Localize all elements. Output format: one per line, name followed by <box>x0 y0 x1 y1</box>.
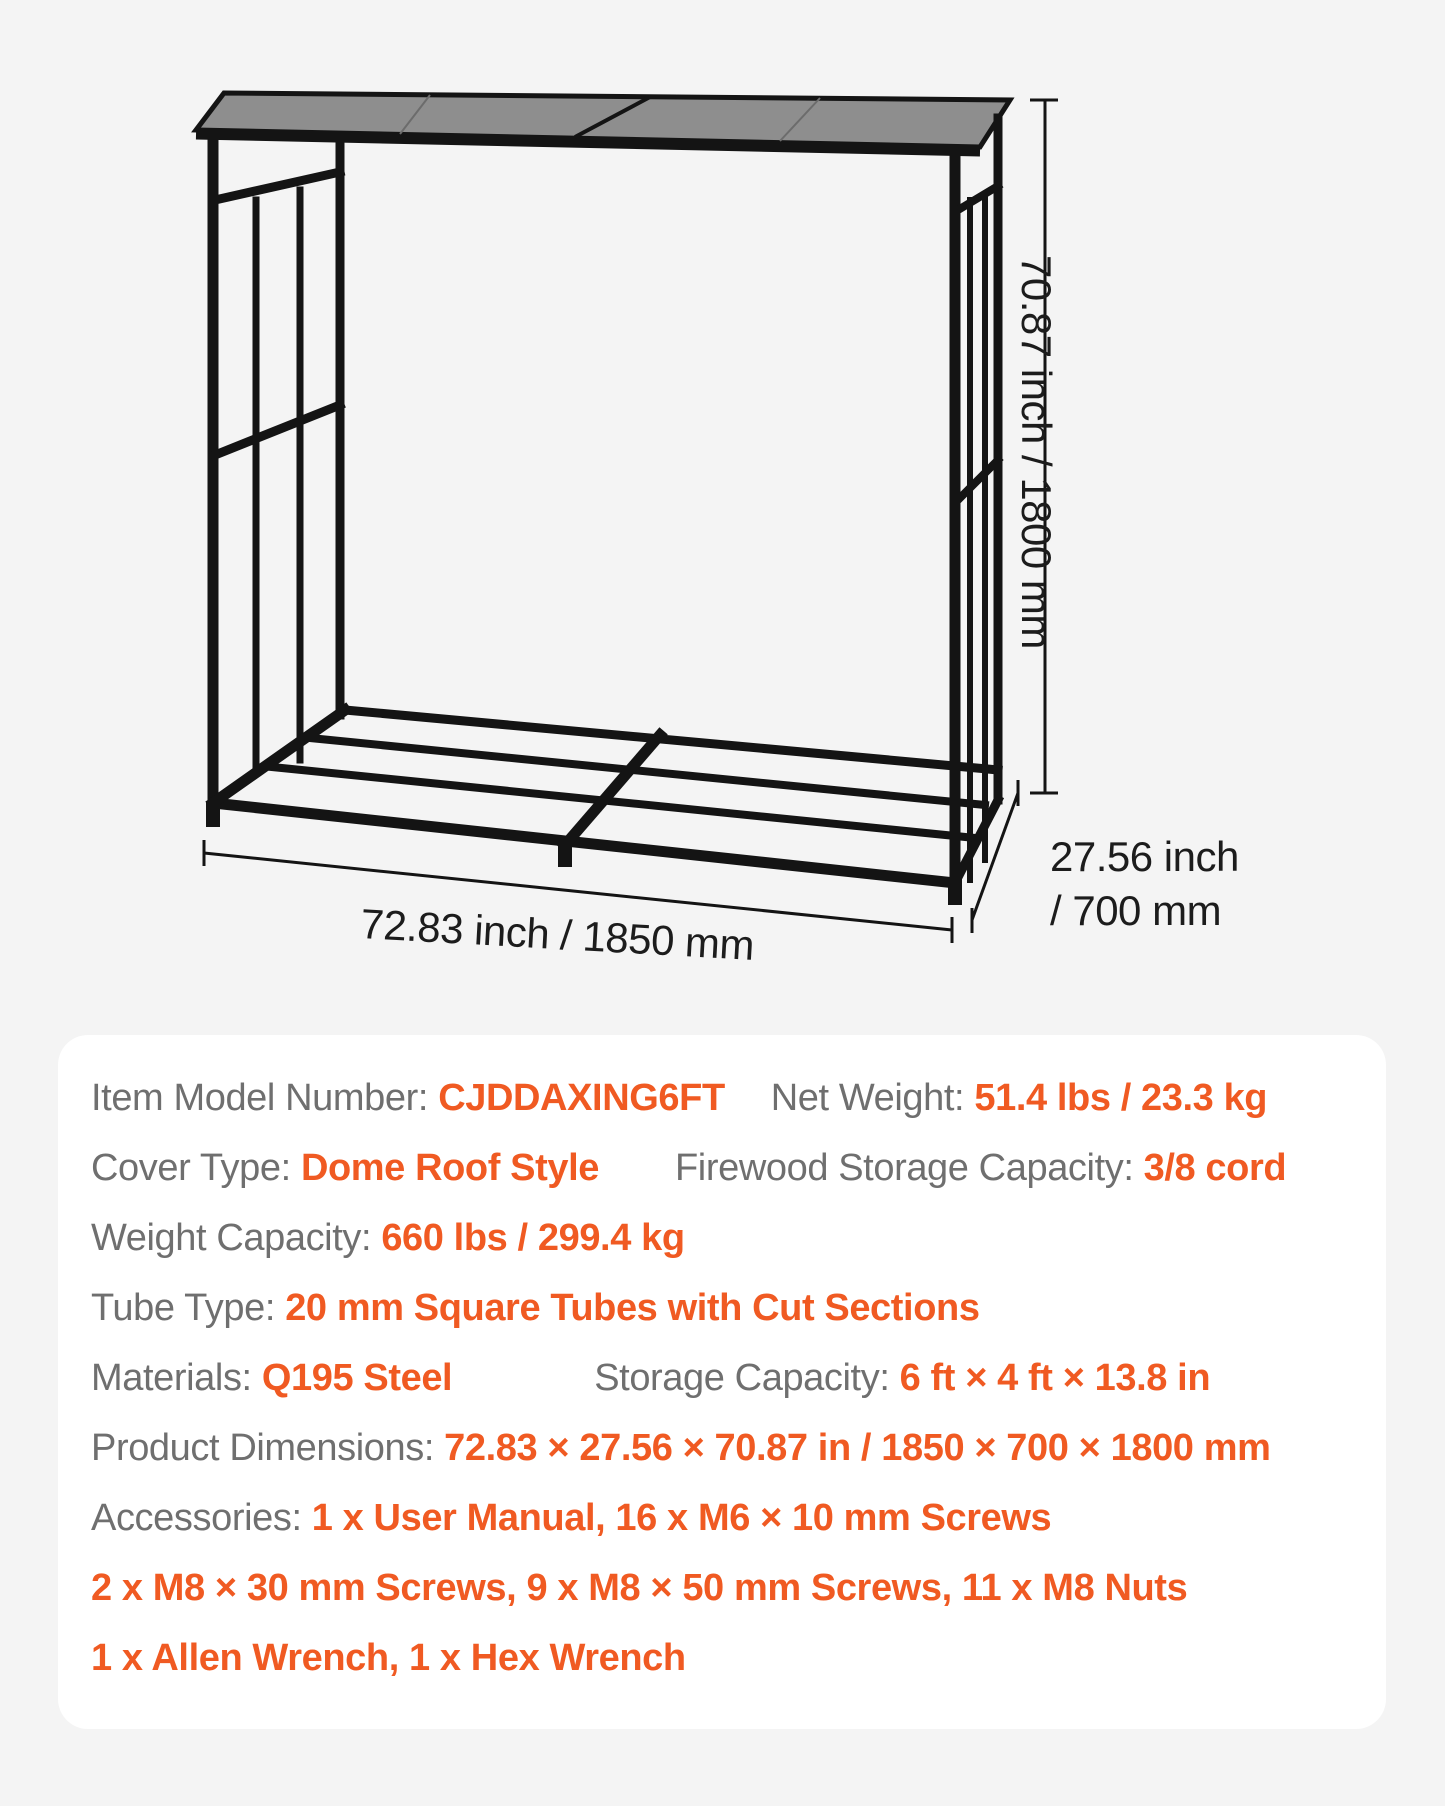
spec-row-accessories-3 <box>91 1637 686 1680</box>
weight-capacity-label: Weight Capacity: <box>91 1217 382 1259</box>
rack-base <box>213 710 998 898</box>
height-dimension-label: 70.87 inch / 1800 mm <box>1013 255 1060 649</box>
model-value: CJDDAXING6FT <box>438 1077 725 1119</box>
cover-type-label: Cover Type: <box>91 1147 301 1189</box>
materials-value: Q195 Steel <box>261 1357 453 1399</box>
depth-label-line1: 27.56 inch <box>1050 833 1239 880</box>
model-label: Item Model Number: <box>91 1077 439 1119</box>
spec-row-cover-firewood <box>91 1147 1286 1190</box>
net-weight-label: Net Weight: <box>770 1077 975 1119</box>
spec-row-model-weight <box>91 1077 1267 1120</box>
accessories-line3: 1 x Allen Wrench, 1 x Hex Wrench <box>91 1637 686 1679</box>
tube-type-value: 20 mm Square Tubes with Cut Sections <box>285 1287 980 1329</box>
spec-row-accessories-2 <box>91 1567 1187 1610</box>
firewood-capacity-value: 3/8 cord <box>1143 1147 1287 1189</box>
spec-row-accessories <box>91 1497 1051 1540</box>
depth-dimension-label <box>1050 830 1239 938</box>
spec-row-product-dimensions <box>91 1427 1270 1470</box>
spec-card <box>58 1035 1386 1729</box>
product-dimensions-label: Product Dimensions: <box>91 1427 445 1469</box>
tube-type-label: Tube Type: <box>91 1287 286 1329</box>
spec-row-tube-type <box>91 1287 980 1330</box>
materials-label: Materials: <box>91 1357 262 1399</box>
firewood-capacity-label: Firewood Storage Capacity: <box>674 1147 1144 1189</box>
weight-capacity-value: 660 lbs / 299.4 kg <box>381 1217 685 1259</box>
width-dimension-label: 72.83 inch / 1850 mm <box>359 900 756 969</box>
cover-type-value: Dome Roof Style <box>300 1147 599 1189</box>
accessories-label: Accessories: <box>91 1497 312 1539</box>
accessories-line1: 1 x User Manual, 16 x M6 × 10 mm Screws <box>311 1497 1052 1539</box>
depth-label-line2: / 700 mm <box>1050 887 1222 934</box>
accessories-line2: 2 x M8 × 30 mm Screws, 9 x M8 × 50 mm Screws, 11 x M8 Nuts <box>91 1567 1188 1609</box>
net-weight-value: 51.4 lbs / 23.3 kg <box>974 1077 1268 1119</box>
storage-capacity-label: Storage Capacity: <box>594 1357 900 1399</box>
spec-row-weight-capacity <box>91 1217 685 1260</box>
storage-capacity-value: 6 ft × 4 ft × 13.8 in <box>899 1357 1211 1399</box>
left-frame <box>213 135 340 815</box>
right-frame <box>955 118 998 895</box>
spec-row-materials-storage <box>91 1357 1210 1400</box>
product-dimensions-value: 72.83 × 27.56 × 70.87 in / 1850 × 700 × 1800 mm <box>444 1427 1271 1469</box>
